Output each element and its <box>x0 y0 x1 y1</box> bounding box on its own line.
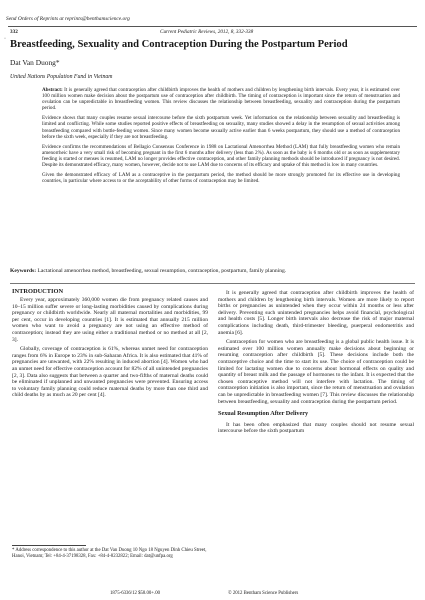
abstract-paragraph <box>42 87 400 111</box>
copyright-notice: © 2012 Bentham Science Publishers <box>228 591 299 596</box>
right-column <box>218 290 414 438</box>
abstract-label: Abstract: <box>42 87 63 93</box>
keywords-text: Lactational amenorrhea method, breastfeeding, sexual resumption, contraception, postpartum, family planning. <box>37 268 287 274</box>
keywords-label: Keywords: <box>10 268 37 274</box>
body-paragraph: Globally, coverage of contraception is 61%, whereas unmet need for contraception ranges from 6% in Europe to 23% in sub-Saharan Africa. It is also estimated that 41% of pregnancies are unwanted, with 22% resulting in induced abortion [4]. Women who had an unmet need for effective contraception account for 82% of all unintended pregnancies [2, 3]. Data also suggests that between a quarter and two-fifths of maternal deaths could be eliminated if unplanned and unwanted pregnancies were prevented. Ensuring access to voluntary family planning could reduce maternal deaths by more than one third and child deaths by as much as 20 per cent [4]. <box>12 346 208 399</box>
header-rule <box>8 26 417 27</box>
section-heading-sexual-resumption: Sexual Resumption After Delivery <box>218 410 309 418</box>
keywords-line <box>10 268 415 275</box>
journal-citation: Current Pediatric Reviews, 2012, 8, 332-338 <box>160 29 254 35</box>
body-paragraph: Contraception for women who are breastfeeding is a global public health issue. It is estimated over 100 million women annually make decisions about beginning or resuming contraception after childbirth [5]. These decisions include both the contraceptive choice and the time to start its use. The choice of contraception could be limited for lactating women due to concerns about hormonal effects on quality and quantity of breast milk and the passage of hormones to the infant. It is expected that the chosen contraceptive method will not interfere with lactation. The timing of contraception initiation is also important, since the return of menstruation and ovulation can be unpredictable in breastfeeding women [7]. This review discusses the relationship between breastfeeding, sexuality and contraception during the postpartum period. <box>218 339 414 405</box>
left-column <box>12 297 208 402</box>
body-paragraph: Every year, approximately 360,000 women die from pregnancy related causes and 10–15 million suffer severe or long-lasting morbidities caused by complications during pregnancy or childbirth worldwide. Nearly all maternal mortalities and morbidities, 99 per cent, occur in developing countries [1]. It is estimated that annually 215 million women who want to avoid a pregnancy are not using an effective method of contraception; instead they are using either a traditional method or no method at all [2, 3]. <box>12 297 208 343</box>
page-number: 332 <box>10 29 18 35</box>
section-rule <box>10 283 415 284</box>
abstract-paragraph: Evidence confirms the recommendations of Bellagio Consensus Conference in 1988 on Lactational Amenorrhea Method (LAM) that fully breastfeeding women who remain amenorrheic have a very small risk of becoming pregnant in the first 6 months after delivery (less than 2%). As soon as the baby is 6 months old or as soon as supplementary feeding is started or menses is resumed, LAM no longer provides effective contraception, and other family planning methods should be introduced if pregnancy is not desired. Despite its demonstrated efficacy, many women, however, decide not to use LAM due to concerns of its efficacy and uptake of this method is low in many countries. <box>42 143 400 169</box>
article-author: Dat Van Duong* <box>10 58 60 67</box>
abstract-paragraph: Given the demonstrated efficacy of LAM as a contraceptive in the postpartum period, the method should be more strongly promoted for its effective use in developing countries, in particular where access to or the acceptability of other forms of contraception may be limited. <box>42 172 400 185</box>
reprints-notice: Send Orders of Reprints at reprints@benthamscience.org <box>6 16 130 22</box>
abstract-block <box>42 87 400 188</box>
footnote-rule <box>12 545 86 546</box>
margin-mark: · <box>4 36 6 42</box>
article-title: Breastfeeding, Sexuality and Contraception During the Postpartum Period <box>10 39 348 50</box>
body-paragraph: It has been often emphasized that many couples should not resume sexual intercourse before the sixth postpartum <box>218 421 414 435</box>
intro-heading: INTRODUCTION <box>12 288 64 295</box>
abstract-paragraph: Evidence shows that many couples resume sexual intercourse before the sixth postpartum week. Yet information on the relationship between sexuality and breastfeeding is limited and conflicting. While some studies reported positive effects of breastfeeding on sexuality, many studies showed a delay in the resumption of sexual activities among breastfeeding compared with bottle-feeding women. Since many women become sexually active earlier than 6 weeks postpartum, they should use a method of contraception before the sixth week, especially if they are not breastfeeding. <box>42 115 400 140</box>
abstract-text: It is generally agreed that contraception after childbirth improves the health of mothers and children by lengthening birth intervals. Every year, it is estimated over 100 million women make decision about the postpartum use of contraception after childbirth. The timing of contraception is important since the return of menstruation and ovulation can be unpredictable in breastfeeding women. This review discusses the relationship between breastfeeding, sexuality and contraception during the postpartum period. <box>42 87 401 112</box>
author-affiliation: United Nations Population Fund in Vietnam <box>10 74 113 80</box>
body-paragraph: It is generally agreed that contraception after childbirth improves the health of mothers and children by lengthening birth intervals. Women are more likely to report births or pregnancies as unintended when they occur within 24 months or less after delivery. Preventing such unintended pregnancies helps avoid financial, psychological and health costs [5]. Longer birth intervals also decrease the risk of major maternal complications including death, third-trimester bleeding, puerperal endometritis and anemia [6]. <box>218 290 414 336</box>
correspondence-footnote: * Address correspondence to this author at the Dat Van Duong 10 Ngo 18 Nguyen Dinh Chieu Street, Hanoi, Vietnam; Tel: +84-4-37198328, Fax: +84-4-8232822; Email: dat@unfpa.org <box>12 548 207 559</box>
issn-price: 1875-6336/12 $58.00+.00 <box>110 591 161 596</box>
